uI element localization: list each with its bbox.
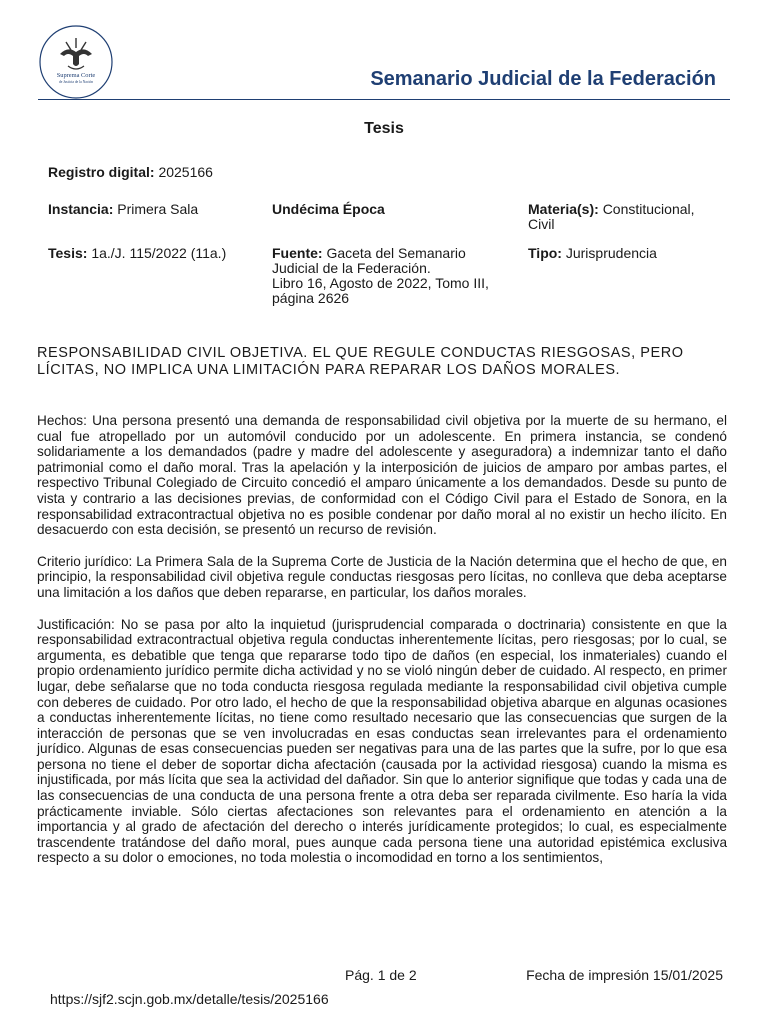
justificacion-paragraph: Justificación: No se pasa por alto la inquietud (jurisprudencial comparada o doctrinaria) consistente en que la responsabilidad extracontractual objetiva regula conductas inherentemente lícitas, pero riesgosas; por lo cual, se argumenta, es debatible que tenga que repararse todo tipo de daños (en especial, los inmateriales) cuando el propio ordenamiento jurídico permite dicha actividad y no se violó ningún deber de cuidado. Al respecto, en primer lugar, debe señalarse que no toda conducta riesgosa regulada mediante la responsabilidad civil objetiva cumple con deberes de cuidado. Por otro lado, el hecho de que la responsabilidad objetiva abarque en algunas ocasiones a conductas inherentemente lícitas, no tiene como resultado necesario que las consecuencias que surgen de la interacción de personas que se ven involucradas en esas conductas sean irrelevantes para el ordenamiento jurídico. Algunas de esas consecuencias pueden ser negativas para una de las partes que la sufre, por lo que esa persona no tiene el deber de soportar dicha afectación (causada por la actividad riesgosa) cuando la misma es injustificada, por más lícita que sea la actividad del dañador. Sin que lo anterior signifique que todas y cada una de las consecuencias de una conducta de una persona frente a otra deba ser reparada civilmente. Eso haría la vida prácticamente inviable. Sólo ciertas afectaciones son relevantes para el ordenamiento en atención a la importancia y al grado de afectación del derecho o interés jurídicamente protegidos; lo cual, es especialmente trascendente tratándose del daño moral, pues aunque cada persona tiene una autoridad epistémica exclusiva respecto a su dolor o emociones, no toda molestia o incomodidad en torno a los sentimientos, <box>37 616 727 866</box>
tipo <box>528 246 657 261</box>
registro-value: 2025166 <box>158 164 213 180</box>
fuente-line-4: página 2626 <box>272 290 350 306</box>
instancia-label: Instancia: <box>48 201 114 217</box>
source-url[interactable]: https://sjf2.scjn.gob.mx/detalle/tesis/2025166 <box>50 991 329 1007</box>
epoca-value: Undécima Época <box>272 201 385 217</box>
tipo-label: Tipo: <box>528 245 562 261</box>
fuente <box>272 246 489 306</box>
document-type-heading: Tesis <box>364 120 404 137</box>
svg-text:de Justicia de la Nación: de Justicia de la Nación <box>58 80 94 84</box>
tesis-label: Tesis: <box>48 245 88 261</box>
eagle-seal-icon <box>38 24 114 100</box>
site-title: Semanario Judicial de la Federación <box>370 68 716 90</box>
registro-digital <box>48 165 213 180</box>
thesis-body <box>37 413 727 882</box>
svg-text:Suprema Corte: Suprema Corte <box>56 72 96 79</box>
instancia-value: Primera Sala <box>117 201 199 217</box>
thesis-title: RESPONSABILIDAD CIVIL OBJETIVA. EL QUE REGULE CONDUCTAS RIESGOSAS, PERO LÍCITAS, NO IMPLICA UNA LIMITACIÓN PARA REPARAR LOS DAÑOS MORALES. <box>37 345 684 378</box>
materia-label: Materia(s): <box>528 201 599 217</box>
registro-label: Registro digital: <box>48 164 155 180</box>
header-divider <box>38 99 730 100</box>
fuente-line-3: Libro 16, Agosto de 2022, Tomo III, <box>272 275 489 291</box>
tesis-value: 1a./J. 115/2022 (11a.) <box>91 245 227 261</box>
fuente-label: Fuente: <box>272 245 323 261</box>
materia <box>528 202 695 232</box>
instancia <box>48 202 198 217</box>
fuente-line-2: Judicial de la Federación. <box>272 260 431 276</box>
epoca <box>272 202 385 217</box>
tipo-value: Jurisprudencia <box>565 245 657 261</box>
materia-value-1: Constitucional, <box>602 201 695 217</box>
fuente-line-1: Gaceta del Semanario <box>326 245 466 261</box>
page-number: Pág. 1 de 2 <box>345 967 417 983</box>
hechos-paragraph: Hechos: Una persona presentó una demanda de responsabilidad civil objetiva por la muerte de su hermano, el cual fue atropellado por un automóvil conducido por un adolescente. En primera instancia, se condenó solidariamente a los demandados (padre y madre del adolescente y aseguradora) a indemnizar tanto el daño patrimonial como el daño moral. Tras la apelación y la interposición de juicios de amparo por ambas partes, el respectivo Tribunal Colegiado de Circuito concedió el amparo únicamente a los demandados. Desde su punto de vista y contrario a las decisiones previas, de conformidad con el Código Civil para el Estado de Sonora, en la responsabilidad extracontractual objetiva no es posible condenar por daño moral al no existir un hecho ilícito. En desacuerdo con esta decisión, se presentó un recurso de revisión. <box>37 413 727 538</box>
materia-value-2: Civil <box>528 216 555 232</box>
criterio-paragraph: Criterio jurídico: La Primera Sala de la Suprema Corte de Justicia de la Nación determina que el hecho de que, en principio, la responsabilidad civil objetiva regule conductas riesgosas pero lícitas, no conlleva que deba aceptarse una limitación a los daños que deben repararse, en particular, los daños morales. <box>37 553 727 600</box>
print-date: Fecha de impresión 15/01/2025 <box>526 967 723 983</box>
tesis-number <box>48 246 226 261</box>
scjn-logo <box>38 24 114 100</box>
